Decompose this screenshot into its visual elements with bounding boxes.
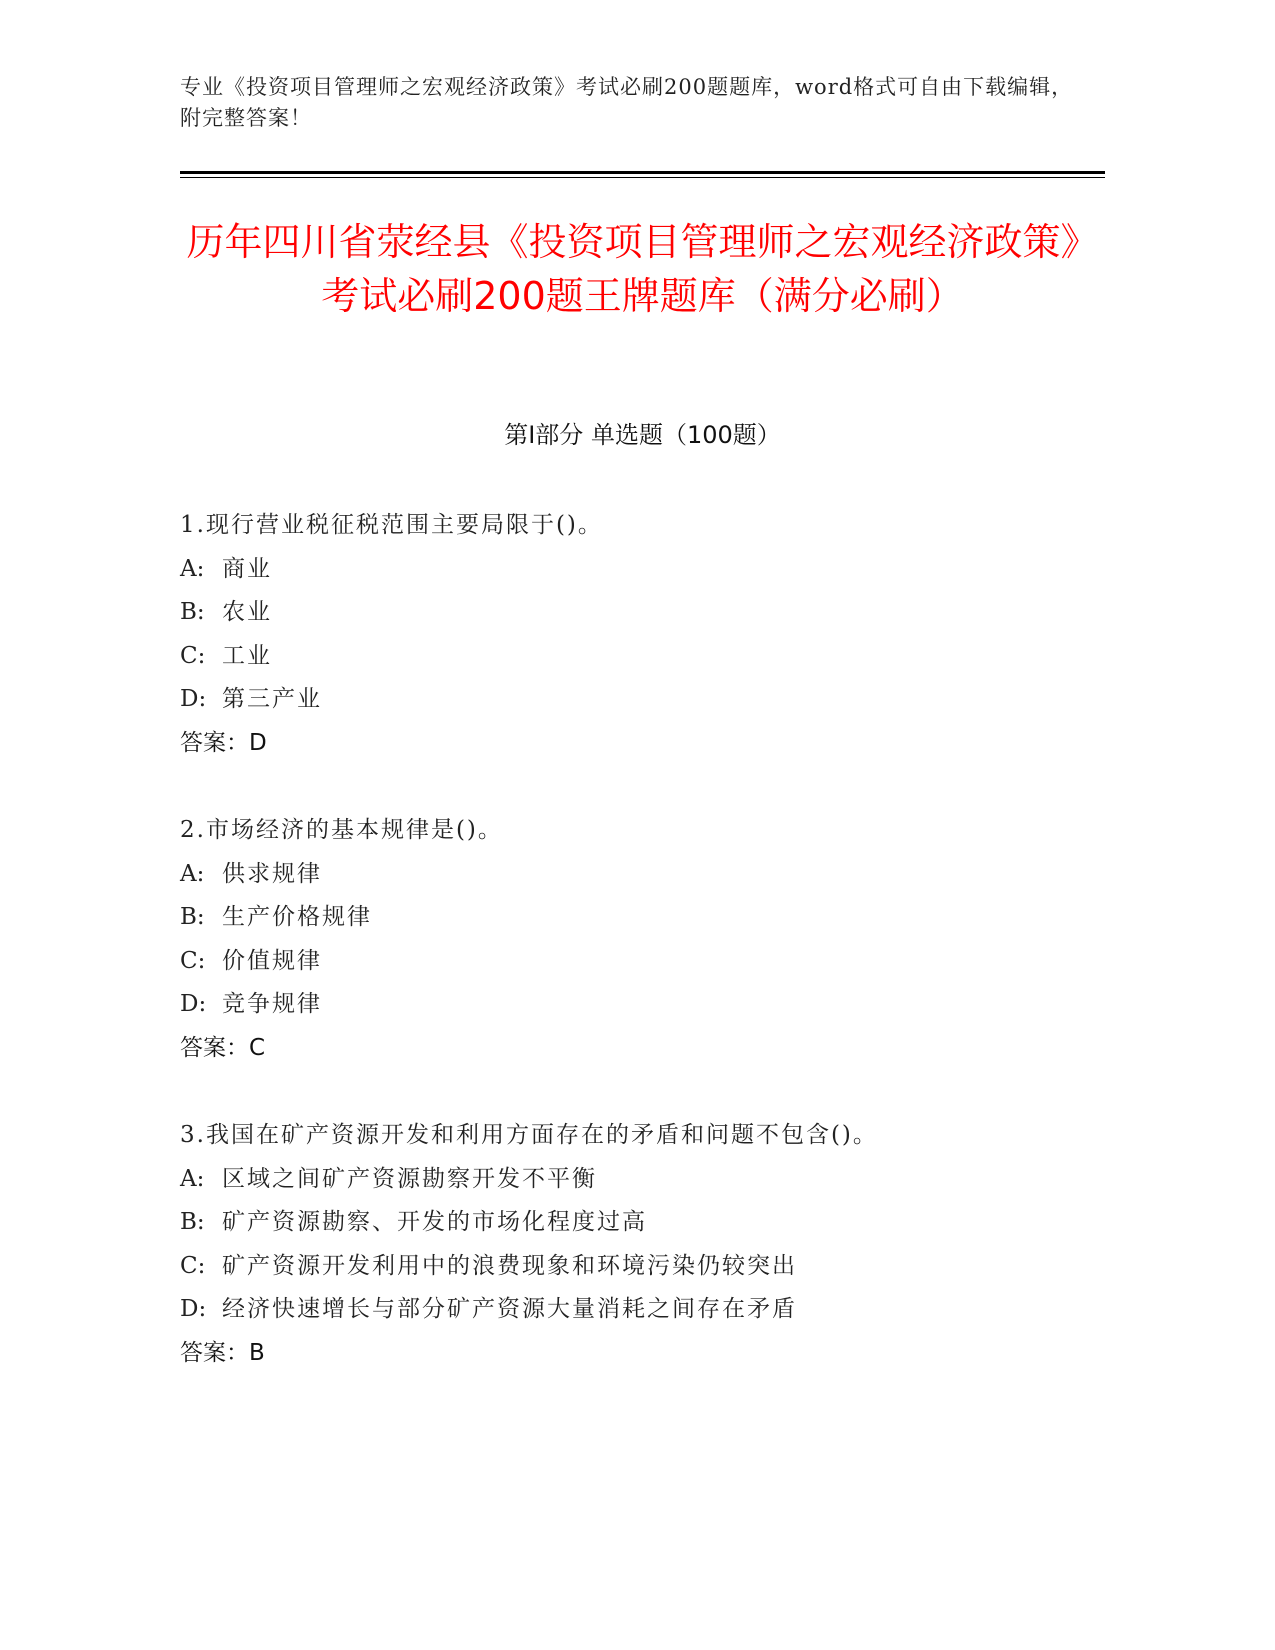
question-1	[180, 504, 1105, 765]
option-text: 竞争规律	[222, 991, 322, 1017]
option-a	[180, 1158, 1105, 1202]
answer: 答案：C	[180, 1034, 266, 1061]
option-key: A:	[180, 1165, 205, 1192]
document-title: 历年四川省荥经县《投资项目管理师之宏观经济政策》考试必刷200题王牌题库（满分必刷）	[186, 220, 1099, 318]
option-text: 农业	[222, 599, 272, 625]
option-b	[180, 896, 1105, 940]
question-stem: 1.现行营业税征税范围主要局限于()。	[180, 512, 603, 538]
option-c	[180, 635, 1105, 679]
option-text: 矿产资源勘察、开发的市场化程度过高	[222, 1209, 647, 1235]
option-key: C:	[180, 1252, 206, 1279]
option-b	[180, 1201, 1105, 1245]
option-text: 商业	[222, 555, 272, 582]
answer: 答案：D	[180, 729, 267, 756]
option-a	[180, 853, 1105, 897]
option-text: 经济快速增长与部分矿产资源大量消耗之间存在矛盾	[222, 1296, 797, 1322]
question-stem: 2.市场经济的基本规律是()。	[180, 817, 503, 843]
option-text: 生产价格规律	[222, 904, 372, 930]
option-text: 工业	[222, 642, 272, 669]
option-key: B:	[180, 1209, 205, 1235]
option-key: B:	[180, 599, 205, 625]
question-stem: 3.我国在矿产资源开发和利用方面存在的矛盾和问题不包含()。	[180, 1122, 878, 1148]
option-b	[180, 591, 1105, 635]
option-key: D:	[180, 991, 207, 1017]
option-text: 区域之间矿产资源勘察开发不平衡	[222, 1165, 597, 1192]
answer: 答案：B	[180, 1339, 265, 1366]
question-2	[180, 809, 1105, 1070]
option-key: C:	[180, 947, 206, 974]
option-d	[180, 678, 1105, 722]
header-divider-thick	[180, 171, 1105, 174]
option-a	[180, 548, 1105, 592]
option-text: 价值规律	[222, 947, 322, 974]
section-heading: 第I部分 单选题（100题）	[504, 421, 781, 449]
option-key: A:	[180, 860, 205, 887]
header-divider-thin	[180, 177, 1105, 178]
option-d	[180, 1288, 1105, 1332]
option-text: 供求规律	[222, 860, 322, 887]
question-3	[180, 1114, 1105, 1375]
option-c	[180, 1245, 1105, 1289]
option-key: D:	[180, 1296, 207, 1322]
option-text: 矿产资源开发利用中的浪费现象和环境污染仍较突出	[222, 1252, 797, 1279]
option-key: A:	[180, 555, 205, 582]
option-d	[180, 983, 1105, 1027]
option-c	[180, 940, 1105, 984]
header-note: 专业《投资项目管理师之宏观经济政策》考试必刷200题题库，word格式可自由下载编辑，附完整答案！	[180, 75, 1074, 130]
option-key: C:	[180, 642, 206, 669]
option-key: D:	[180, 686, 207, 712]
option-text: 第三产业	[222, 686, 322, 712]
option-key: B:	[180, 904, 205, 930]
